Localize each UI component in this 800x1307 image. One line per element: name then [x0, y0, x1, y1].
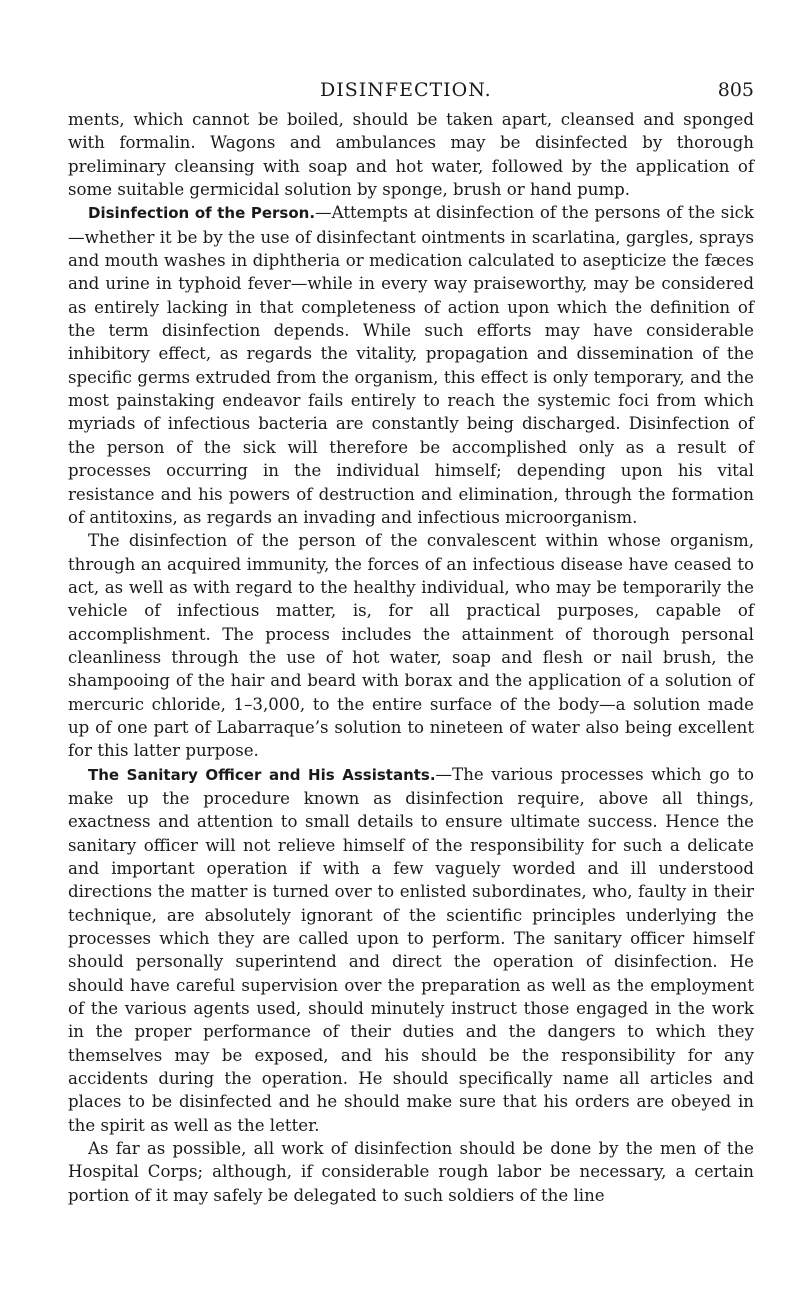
section-heading-disinfection-of-person: Disinfection of the Person. — [88, 204, 316, 223]
paragraph-hospital-corps: As far as possible, all work of disinfection should be done by the men of the Hospital Corps; although, if considerable rough labor be necessary, a certain portion of it may safely be delegated to such soldiers of the line — [68, 1139, 754, 1205]
paragraph-disinfection-of-person — [68, 201, 754, 529]
running-title: DISINFECTION. — [320, 79, 492, 101]
paragraph-text: —Attempts at disinfection of the persons of the sick—whether it be by the use of disinfectant ointments in scarlatina, gargles, sprays and mouth washes in diphtheria or medication calculated to asepticize the fæces and urine in typhoid fever—while in every way praiseworthy, may be considered as entirely lacking in that completeness of action upon which the definition of the term disinfection depends. While such efforts may have considerable inhibitory effect, as regards the vitality, propagation and dissemination of the specific germs extruded from the organism, this effect is only temporary, and the most painstaking endeavor fails entirely to reach the systemic foci from which myriads of infectious bacteria are constantly being discharged. Disinfection of the person of the sick will therefore be accomplished only as a result of processes occurring in the individual himself; depending upon his vital resistance and his powers of destruction and elimination, through the formation of antitoxins, as regards an invading and infectious microorganism. — [68, 203, 754, 527]
running-head — [68, 0, 754, 108]
paragraph-text: —The various processes which go to make up the procedure known as disinfection require, above all things, exactness and attention to small details to ensure ultimate success. Hence the sanitary officer will not relieve himself of the responsibility for such a delicate and important operation if with a few vaguely worded and ill understood directions the matter is turned over to enlisted subordinates, who, faulty in their technique, are absolutely ignorant of the scientific principles underlying the processes which they are called upon to perform. The sanitary officer himself should personally superintend and direct the operation of disinfection. He should have careful supervision over the preparation as well as the employment of the various agents used, should minutely instruct those engaged in the work in the proper performance of their duties and the dangers to which they themselves may be exposed, and his should be the responsibility for any accidents during the operation. He should specifically name all articles and places to be disinfected and he should make sure that his orders are obeyed in the spirit as well as the letter. — [68, 764, 754, 1135]
paragraph-continuation: ments, which cannot be boiled, should be taken apart, cleansed and sponged with formalin. Wagons and ambulances may be disinfected by thorough preliminary cleansing with soap and hot water, followed by the application of some suitable germicidal solution by sponge, brush or hand pump. — [68, 110, 754, 200]
body-text — [68, 108, 754, 1207]
paragraph-sanitary-officer — [68, 763, 754, 1138]
book-page — [68, 0, 754, 1207]
paragraph-convalescent: The disinfection of the person of the convalescent within whose organism, through an acquired immunity, the forces of an infectious disease have ceased to act, as well as with regard to the healthy individual, who may be temporarily the vehicle of infectious matter, is, for all practical purposes, capable of accomplishment. The process includes the attainment of thorough personal cleanliness through the use of hot water, soap and flesh or nail brush, the shampooing of the hair and beard with borax and the application of a solution of mercuric chloride, 1–3,000, to the entire surface of the body—a solution made up of one part of Labarraque’s solution to nineteen of water also being excellent for this latter purpose. — [68, 531, 754, 761]
section-heading-sanitary-officer: The Sanitary Officer and His Assistants. — [88, 765, 436, 784]
page-number: 805 — [717, 79, 754, 101]
